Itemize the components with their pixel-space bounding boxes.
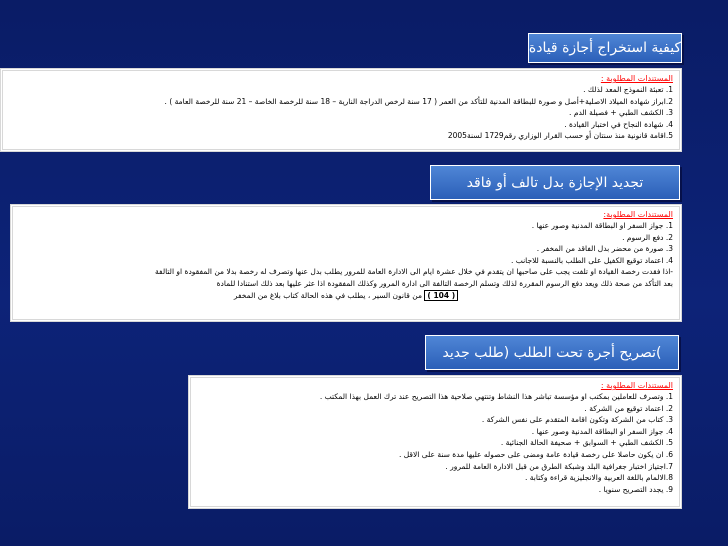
list-item: 5. الكشف الطبي + السوابق + صحيفة الحالة الجنائية . — [500, 438, 673, 448]
list-item: 1. وتصرف للعاملين بمكتب او مؤسسة تباشر هذا النشاط وتنتهي صلاحية هذا التصريح عند ترك العمل بهذا المكتب . — [319, 392, 673, 401]
required-documents-box-license — [0, 68, 682, 152]
section-title-license-renewal: تجديد الإجازة بدل تالف أو فاقد — [430, 165, 680, 200]
required-documents-heading: المستندات المطلوبة : — [600, 74, 673, 83]
list-item: 2.ابراز شهادة الميلاد الاصلية+أصل و صورة للبطاقة المدنية للتأكد من العمر ( 17 سنة لرخص الدراجة النارية – 18 سنة للرخصة الخاصة – 21 سنة للرخصة العامة ) . — [164, 96, 673, 106]
list-item: 7.اجتياز اختبار جغرافية البلد وشبكة الطرق من قبل الادارة العامة للمرور . — [445, 461, 673, 471]
list-item: 4. جواز السفر او البطاقة المدنية وصور عنها . — [531, 426, 673, 436]
required-documents-box-renewal — [10, 204, 682, 322]
list-item: 1. تعبئة النموذج المعد لذلك . — [583, 85, 673, 94]
required-documents-heading: المستندات المطلوبة: — [603, 210, 673, 219]
note-line: بعد التأكد من صحة ذلك ويعد دفع الرسوم المقررة لذلك وتسلم الرخصة التالفة الى ادارة المرور وكذلك المفقودة اذا عثر عليها بعد ذلك استنادا للمادة — [216, 278, 673, 288]
note-line: -اذا فقدت رخصة القيادة او تلفت يجب على صاحبها ان يتقدم في خلال عشرة ايام الى الادارة العامة للمرور يطلب بدل عنها وتصرف له رخصة بدلا من المفقودة او التالفة — [155, 267, 673, 277]
list-item: 2. اعتماد توقيع من الشركة . — [584, 403, 673, 413]
note-line-text: من قانون السير ، يطلب في هذه الحالة كتاب بلاغ من المخفر — [233, 290, 422, 300]
list-item: 1. جواز السفر او البطاقة المدنية وصور عنها . — [531, 221, 673, 230]
list-item: 3. صورة من محضر بدل الفاقد من المخفر . — [536, 244, 673, 254]
required-documents-box-taxi — [188, 375, 682, 509]
list-item: 5.اقامة قانونية منذ سنتان أو حسب القرار الوزاري رقم1729 لسنة2005 — [447, 131, 673, 141]
list-item: 4. شهادة النجاح في اختبار القيادة . — [564, 119, 673, 129]
list-item: 3. الكشف الطبي + فصيلة الدم . — [569, 108, 673, 118]
section-title-taxi-permit: )تصريح أجرة تحت الطلب (طلب جديد — [425, 335, 679, 370]
list-item: 2. دفع الرسوم . — [622, 232, 673, 242]
list-item: 8.الالمام باللغة العربية والانجليزية قراءة وكتابة . — [524, 473, 673, 483]
note-line — [19, 290, 673, 302]
list-item: 3. كتاب من الشركة وتكون اقامة المتقدم على نفس الشركة . — [481, 415, 673, 425]
article-number: ( 104 ) — [424, 290, 458, 301]
list-item: 6. ان يكون حاصلا على رخصة قيادة عامة ومضى على حصوله عليها مدة سنة على الاقل . — [398, 449, 673, 459]
list-item: 9. يجدد التصريح سنويا . — [598, 484, 673, 494]
list-item: 4. اعتماد توقيع الكفيل على الطلب بالنسبة للاجانب . — [510, 255, 673, 265]
required-documents-heading: المستندات المطلوبة : — [600, 381, 673, 390]
section-title-driving-license: كيفية استخراج أجازة قيادة — [528, 33, 682, 63]
